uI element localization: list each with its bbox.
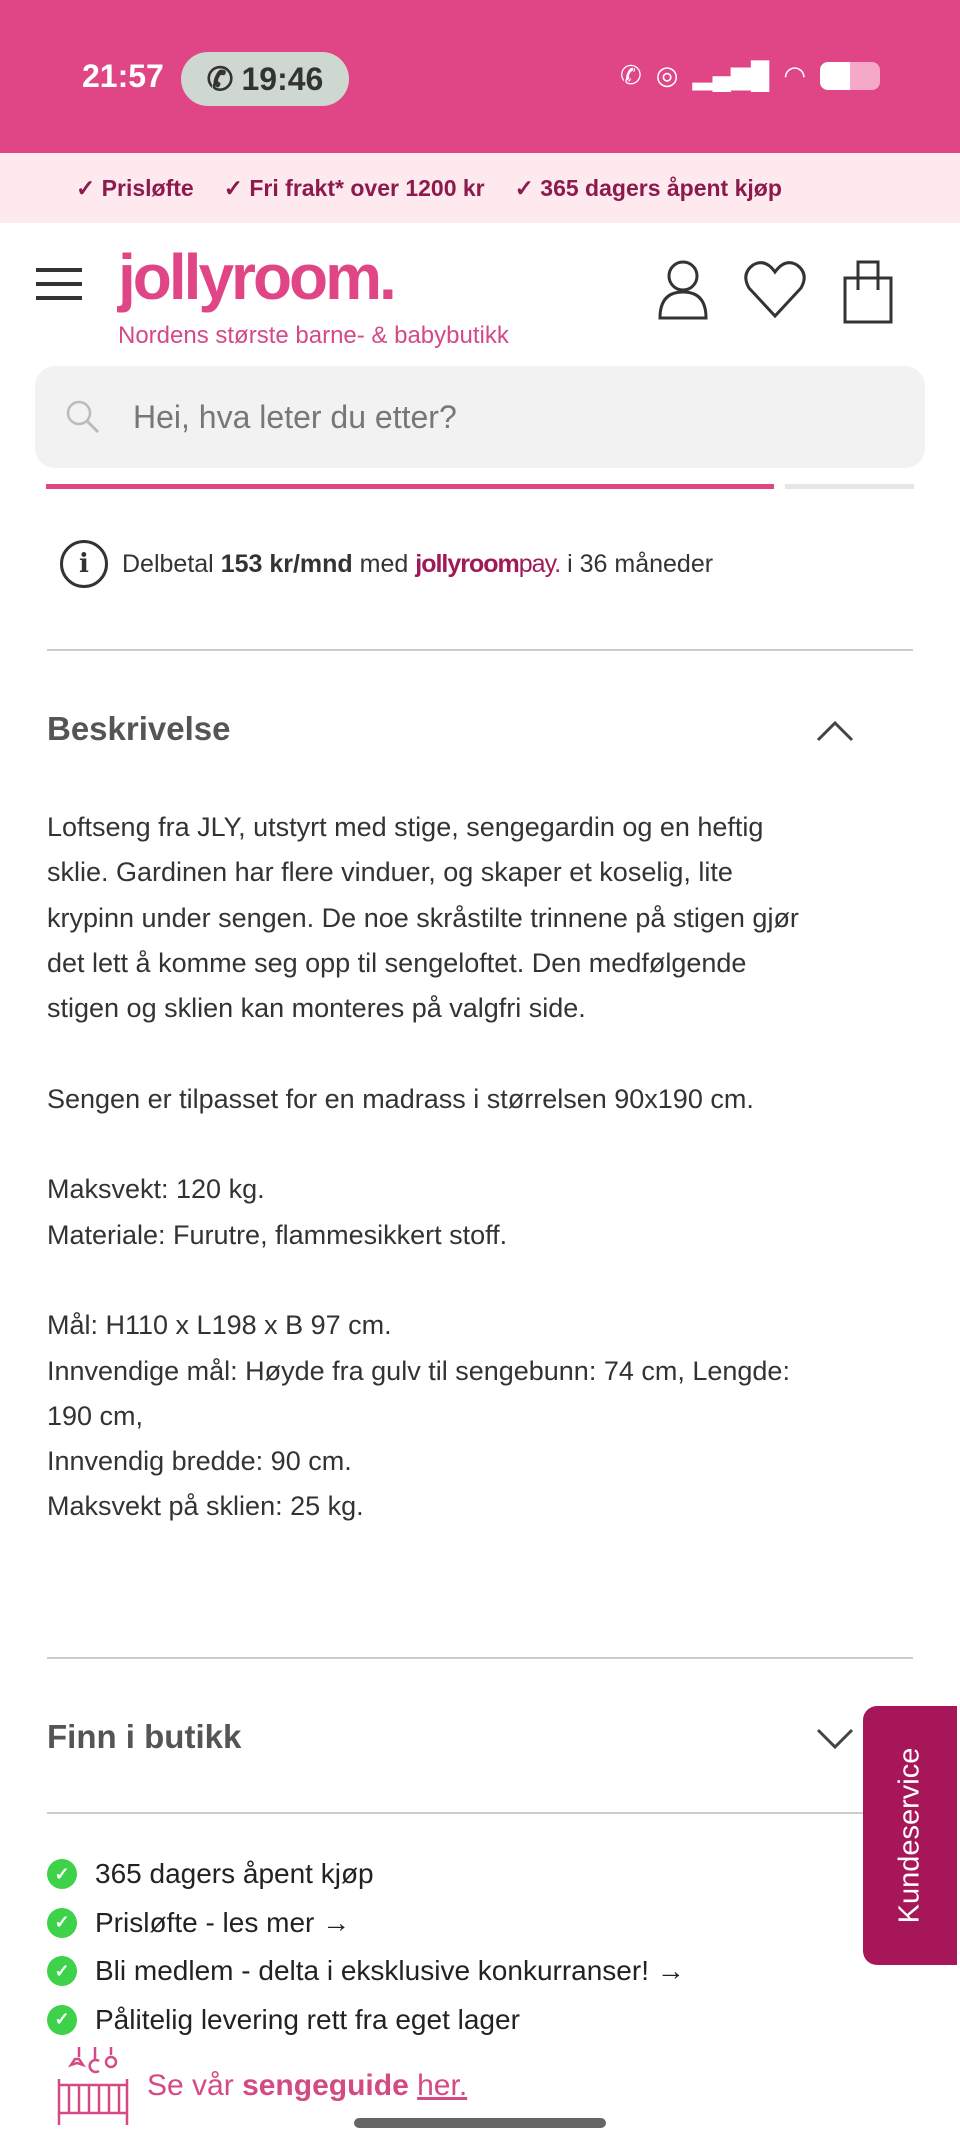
- jollyroom-pay-logo: jollyroompay.: [415, 549, 561, 578]
- menu-icon[interactable]: [36, 268, 82, 310]
- clock: 21:57: [82, 58, 164, 94]
- check-circle-icon: ✓: [47, 1859, 77, 1889]
- description-line: Materiale: Furutre, flammesikkert stoff.: [47, 1219, 508, 1250]
- description-line: Maksvekt: 120 kg.: [47, 1174, 265, 1205]
- promo-item: ✓ Fri frakt* over 1200 kr: [223, 174, 485, 201]
- usp-list: [47, 1850, 685, 2044]
- chevron-down-icon[interactable]: [815, 1726, 855, 1752]
- usp-item: ✓ 365 dagers åpent kjøp: [47, 1850, 685, 1899]
- description-line: 190 cm,: [47, 1400, 144, 1431]
- gallery-progress-fill: [46, 484, 774, 489]
- blank-line: [47, 1258, 799, 1303]
- description-line: stigen og sklien kan monteres på valgfri side.: [47, 993, 586, 1024]
- cart-bag-icon[interactable]: [842, 258, 894, 324]
- gallery-progress-track: [785, 484, 914, 489]
- divider: [47, 1657, 913, 1659]
- heart-icon[interactable]: [743, 258, 807, 320]
- promo-item: ✓ Prisløfte: [76, 174, 194, 201]
- check-circle-icon: ✓: [47, 1956, 77, 1986]
- divider: [47, 649, 913, 651]
- check-circle-icon: ✓: [47, 2005, 77, 2035]
- check-circle-icon: ✓: [47, 1908, 77, 1938]
- search-icon: [65, 399, 101, 435]
- description-line: krypinn under sengen. De noe skråstilte trinnene på stigen gjør: [47, 902, 799, 933]
- crib-icon: [55, 2045, 131, 2127]
- description-line: Maksvekt på sklien: 25 kg.: [47, 1491, 364, 1522]
- signal-icon: ▂▄▆█: [692, 60, 770, 90]
- promo-bar: [0, 153, 960, 223]
- account-icon[interactable]: [657, 258, 709, 320]
- installment-info[interactable]: i Delbetal 153 kr/mnd med jollyroompay. i 36 måneder: [60, 540, 713, 588]
- find-in-store-heading[interactable]: Finn i butikk: [47, 1718, 242, 1755]
- description-line: det lett å komme seg opp til sengeloftet. Den medfølgende: [47, 947, 747, 978]
- search-input[interactable]: [35, 366, 925, 468]
- bed-guide-link[interactable]: her.: [417, 2069, 468, 2102]
- usp-item-link[interactable]: ✓ Bli medlem - delta i eksklusive konkurranser! →: [47, 1947, 685, 1996]
- blank-line: [47, 1031, 799, 1076]
- phone-icon: ✆: [206, 61, 234, 97]
- search-placeholder: Hei, hva leter du etter?: [133, 398, 457, 435]
- description-line: Mål: H110 x L198 x B 97 cm.: [47, 1310, 392, 1341]
- wifi-icon: ◠: [783, 60, 806, 90]
- bed-guide-banner: Se vår sengeguide her.: [55, 2045, 467, 2127]
- usp-item-link[interactable]: ✓ Prisløfte - les mer →: [47, 1899, 685, 1948]
- tagline: Nordens største barne- & babybutikk: [118, 322, 509, 349]
- promo-item: ✓ 365 dagers åpent kjøp: [514, 174, 782, 201]
- hotspot-icon: ◎: [655, 60, 679, 90]
- description-text: [47, 805, 799, 1530]
- battery-icon: [820, 62, 880, 90]
- logo[interactable]: jollyroom.: [118, 241, 394, 313]
- call-timer: 19:46: [241, 60, 324, 97]
- description-line: Innvendig bredde: 90 cm.: [47, 1446, 352, 1477]
- description-line: sklie. Gardinen har flere vinduer, og skaper et koselig, lite: [47, 857, 733, 888]
- description-heading[interactable]: Beskrivelse: [47, 710, 231, 747]
- chevron-up-icon[interactable]: [815, 718, 855, 744]
- divider: [47, 1812, 913, 1814]
- home-indicator[interactable]: [354, 2118, 606, 2128]
- description-line: Loftseng fra JLY, utstyrt med stige, sengegardin og en heftig: [47, 812, 764, 842]
- status-icons: [620, 60, 880, 91]
- wifi-call-icon: ✆: [619, 60, 642, 90]
- ongoing-call-pill[interactable]: [181, 52, 349, 106]
- customer-service-label: Kundeservice: [893, 1747, 926, 1924]
- description-line: Innvendige mål: Høyde fra gulv til sengebunn: 74 cm, Lengde:: [47, 1355, 790, 1386]
- blank-line: [47, 1122, 799, 1167]
- description-line: Sengen er tilpasset for en madrass i størrelsen 90x190 cm.: [47, 1083, 754, 1114]
- customer-service-tab[interactable]: [863, 1706, 957, 1965]
- usp-item: ✓ Pålitelig levering rett fra eget lager: [47, 1996, 685, 2045]
- info-icon: i: [60, 540, 108, 588]
